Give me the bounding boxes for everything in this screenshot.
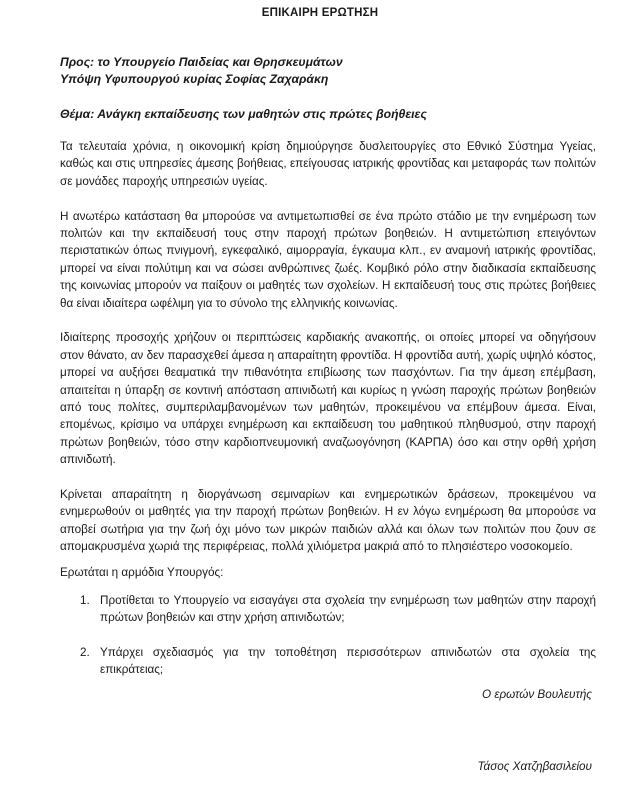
recipient-block [60,54,600,88]
signer-role: Ο ερωτών Βουλευτής [482,688,592,701]
question-text: Υπάρχει σχεδιασμός για την τοποθέτηση περισσότερων απινιδωτών στα σχολεία της επικράτειας; [100,645,596,677]
body-paragraph: Κρίνεται απαραίτητη η διοργάνωση σεμιναρίων και ενημερωτικών δράσεων, προκειμένου να ενημερωθούν οι μαθητές για την παροχή πρώτων βοηθειών. Η εν λόγω ενημέρωση θα μπορούσε να αποβεί σωτήρια για την ζωή όχι μόνο των μικρών παιδιών αλλά και όλων των πολιτών που ζουν σε απομακρυσμένα χωριά της περιφέρειας, πολλά χιλιόμετρα μακριά από το πλησιέστερο νοσοκομείο. [60,488,596,554]
attention-line: Υπόψη Υφυπουργού κυρίας Σοφίας Ζαχαράκη [60,72,329,86]
body-paragraph: Η ανωτέρω κατάσταση θα μπορούσε να αντιμετωπισθεί σε ένα πρώτο στάδιο με την ενημέρωση των πολιτών και την εκπαίδευσή τους στην παροχή πρώτων βοηθειών. Η αντιμετώπιση επειγόντων περιστατικών όπως πνιγμονή, εγκεφαλικό, αιμορραγία, έγκαυμα κλπ., εν αναμονή ιατρικής φροντίδας, μπορεί να είναι πολύτιμη και να σώσει ανθρώπινες ζωές. Κομβικό ρόλο στην διαδικασία εκπαίδευσης της κοινωνίας μπορούν να παίξουν οι μαθητές των σχολείων. Η εκπαίδευσή τους στις πρώτες βοήθειες θα είναι ιδιαίτερα ωφέλιμη για το σύνολο της ελληνικής κοινωνίας. [60,209,596,310]
subject-line: Θέμα: Ανάγκη εκπαίδευσης των μαθητών στις πρώτες βοήθειες [60,107,427,121]
document-body [60,138,596,573]
question-text: Προτίθεται το Υπουργείο να εισαγάγει στα σχολεία την ενημέρωση των μαθητών στην παροχή πρώτων βοηθειών και στην χρήση απινιδωτών; [100,594,596,625]
body-paragraph: Ιδιαίτερης προσοχής χρήζουν οι περιπτώσεις καρδιακής ανακοπής, οι οποίες μπορεί να οδηγήσουν στον θάνατο, αν δεν παρασχεθεί άμεσα η απαραίτητη φροντίδα. Η φροντίδα αυτή, χωρίς υψηλό κόστος, μπορεί να αυξήσει θεαματικά την πιθανότητα επιβίωσης των πασχόντων. Για την άμεση επέμβαση, απαιτείται η ύπαρξη σε κοντινή απόσταση απινιδωτή και κυρίως η γνώση παροχής πρώτων βοηθειών από τους πολίτες, συμπεριλαμβανομένων των μαθητών, προκειμένου να επέμβουν άμεσα. Είναι, επομένως, κρίσιμο να υπάρχει ενημέρωση και εκπαίδευση του μαθητικού πληθυσμού, στην παροχή πρώτων βοηθειών, τόσο στην καρδιοπνευμονική αναζωογόνηση (ΚΑΡΠΑ) όσο και στην ορθή χρήση απινιδωτή. [60,331,596,467]
question-item [80,592,596,627]
document-title: ΕΠΙΚΑΙΡΗ ΕΡΩΤΗΣΗ [261,7,379,19]
question-item [80,644,596,679]
question-intro: Ερωτάται η αρμόδια Υπουργός: [60,566,224,579]
question-number: 1. [80,594,90,607]
body-paragraph: Τα τελευταία χρόνια, η οικονομική κρίση δημιούργησε δυσλειτουργίες στο Εθνικό Σύστημα Υγείας, καθώς και στις υπηρεσίες άμεσης βοήθειας, επείγουσας ιατρικής φροντίδας και μεταφοράς των πολιτών σε μονάδες παροχής υπηρεσιών υγείας. [60,140,596,188]
signer-name: Τάσος Χατζηβασιλείου [477,760,592,773]
recipient-line: Προς: το Υπουργείο Παιδείας και Θρησκευμάτων [60,55,343,69]
question-number: 2. [80,645,90,659]
question-list [80,592,596,696]
